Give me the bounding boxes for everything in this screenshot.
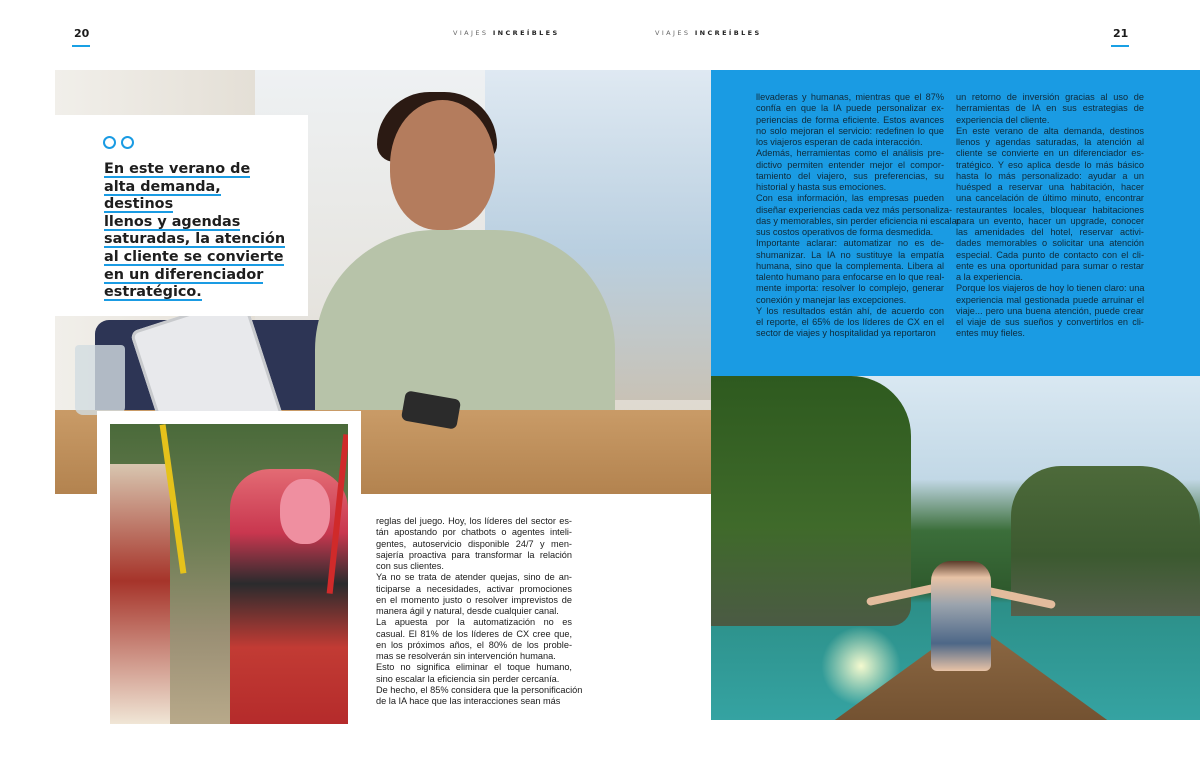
pull-quote-line: alta demanda, destinos [104,178,221,213]
running-head-right [655,29,762,37]
body-text-line: mas se resolverán sin intervención humana. [376,651,556,661]
running-head-right-bold: INCREÍBLES [694,29,762,37]
page-number-right-rule [1111,45,1129,47]
body-text-line: a la experiencia. [956,272,1023,282]
body-text-line: llenos y agendas saturadas, la atención al [956,137,1144,147]
body-text-line: dictivo permiten entender mejor el compor- [756,159,944,170]
body-text-line: Importante aclarar: automatizar no es de- [756,238,944,249]
body-text-line: confía en que la IA puede personalizar ex- [756,103,944,114]
body-text-line: historial y hasta sus emociones. [756,182,887,192]
body-text-line: sino escalar la eficiencia sin perder cercanía. [376,673,560,684]
running-head-left [453,29,560,37]
body-text-line: el reporte, el 65% de los líderes de CX en el [756,317,944,327]
body-text-line: Y los resultados están ahí, de acuerdo con [756,305,944,316]
body-text-line: das y memorables, sin perder eficiencia ni escalar [756,215,960,226]
body-text-line: ente es una oportunidad para sumar o restar [956,260,1144,271]
body-text-line: periencias de forma eficiente. Estos avances [756,114,944,125]
pull-quote [104,161,294,302]
body-text-line: no solo mejoran el servicio: redefinen lo que [756,125,944,136]
body-text-line: especial. Cada punto de contacto con el cli- [956,249,1144,260]
body-text-line: conexión y manejar las excepciones. [756,294,907,305]
body-text-line: sector de viajes y hospitalidad ya reportaron [756,328,936,339]
body-text-line: los viajeros esperan de cada interacción. [756,137,923,147]
body-text-line: shumanizar. La IA no sustituye la empatía [756,249,944,260]
body-text-line: Porque los viajeros de hoy lo tienen claro: una [956,283,1145,294]
body-text-line: diseñar experiencias cada vez más personaliza- [756,204,953,215]
body-text-line: talento humano para enfocarse en lo que real- [756,272,945,282]
body-text-line: Ya no se trata de atender quejas, sino de an- [376,572,572,583]
body-text-line: Esto no significa eliminar el toque humano, [376,662,572,673]
pull-quote-line: en un diferenciador [104,266,264,283]
body-text-line: un retorno de inversión gracias al uso de [956,92,1144,102]
body-text-line: Con esa información, las empresas pueden [756,193,944,204]
pink-mask [280,479,330,544]
body-text-line: las amenidades del hotel, reservar activi- [956,227,1144,237]
body-text-line: tán apostando por chatbots o agentes inteli- [376,527,572,538]
pull-quote-line: llenos y agendas [104,213,241,230]
body-text-line: en el momento justo o resolver imprevistos de [376,594,572,605]
woman-head [390,100,495,230]
body-column-blue-1 [756,92,960,340]
body-text-line: para un evento, hacer un upgrade, conocer [956,215,1144,226]
jungle-cliff-left [711,376,911,626]
running-head-right-light: VIAJES [655,29,691,37]
body-column-blue-2 [956,92,1144,340]
body-text-line: de la IA hace que las interacciones sean más [376,696,561,706]
body-text-line: casual. El 81% de los líderes de CX cree que, [376,628,572,639]
karst-cliff-right [1011,466,1200,616]
body-text-line: gentes, autoservicio disponible 24/7 y men- [376,538,572,549]
body-text-line: Además, herramientas como el análisis pre- [756,148,944,159]
pull-quote-line: saturadas, la atención [104,231,286,248]
body-text-line: dades memorables o solicitar una atención [956,238,1144,249]
page-number-right: 21 [1113,27,1129,40]
body-text-line: cliente se convierte en un diferenciador es- [956,148,1144,159]
body-text-line: tamiento del viajero, sus preferencias, su [756,170,944,181]
pull-quote-line: estratégico. [104,284,202,301]
body-text-line: tratégico. Y eso aplica desde lo más básico [956,159,1144,170]
body-text-line: el viaje de sus sueños y convertirlos en cli- [956,317,1144,327]
body-text-line: restaurantes locales, bloquear habitaciones [956,204,1144,215]
body-text-line: ticiparse a necesidades, activar promociones [376,583,572,594]
body-text-line: manera ágil y natural, desde cualquier canal. [376,606,559,616]
pull-quote-line: al cliente se convierte [104,248,284,265]
body-text-line: En este verano de alta demanda, destinos [956,125,1144,136]
body-text-line: entes muy fieles. [956,328,1025,339]
body-text-line: hasta lo más personalizado: ayudar a un [956,170,1144,181]
body-text-line: con sus clientes. [376,561,444,571]
page-number-left: 20 [74,27,90,40]
body-text-line: experiencia mal gestionada puede arruinar el [956,294,1144,305]
dancer-figure-left [110,464,170,724]
body-text-line: La apuesta por la automatización no es [376,617,572,628]
body-text-line: mente importa: resolver lo complejo, generar [756,283,944,294]
body-text-line: sajería proactiva para transformar la relación [376,549,572,560]
body-text-line: De hecho, el 85% considera que la personificación [376,684,583,695]
masked-dancers-photo [110,424,348,724]
body-text-line: reglas del juego. Hoy, los líderes del sector es- [376,516,572,526]
body-text-line: huésped a reservar una habitación, hacer [956,182,1144,192]
pull-quote-line: En este verano de [104,161,251,177]
page-number-left-rule [72,45,90,47]
traveler-woman [931,561,991,671]
body-text-line: experiencia del cliente. [956,114,1050,125]
body-text-line: viaje... pero una buena atención, puede crear [956,305,1144,316]
running-head-left-light: VIAJES [453,29,489,37]
body-text-line: una cancelación de último minuto, encontrar [956,193,1144,204]
running-head-left-bold: INCREÍBLES [492,29,560,37]
body-text-line: herramientas de IA en sus estrategias de [956,103,1144,114]
lake-boat-photo [711,376,1200,720]
body-text-line: llevaderas y humanas, mientras que el 87% [756,92,944,102]
quote-dots-icon [103,136,139,154]
water-glass [75,345,125,415]
body-text-line: humana, sino que la complementa. Libera al [756,260,944,271]
body-text-line: en los próximos años, el 80% de los proble- [376,639,572,650]
body-text-line: sus costos operativos de forma desmedida. [756,227,934,237]
body-column-left [376,516,583,707]
